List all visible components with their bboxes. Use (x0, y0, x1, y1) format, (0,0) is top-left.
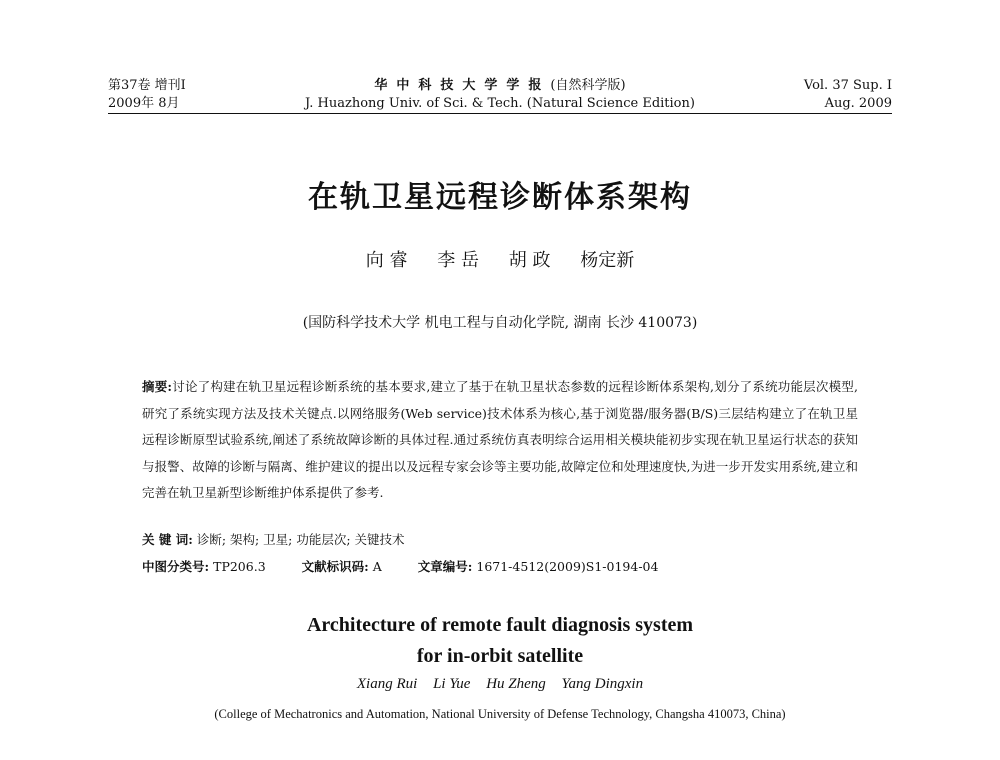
header-rule (108, 113, 892, 114)
document-code-label: 文献标识码: (301, 559, 369, 574)
author-cn: 李 岳 (437, 250, 479, 271)
abstract-cn (142, 374, 858, 507)
author-en: Hu Zheng (486, 676, 546, 692)
author-cn: 向 睿 (365, 250, 408, 271)
authors-en (0, 676, 1000, 693)
affiliation-en: (College of Mechatronics and Automation, National University of Defense Technology, Changsha 410073, China) (214, 707, 786, 721)
clc-number (142, 559, 270, 574)
volume-issue: 第37卷 增刊Ⅰ (108, 78, 186, 93)
article-number (418, 559, 659, 574)
authors-cn (0, 246, 1000, 272)
journal-name-cn (108, 78, 892, 94)
document-code (302, 559, 386, 574)
publication-date-en: Aug. 2009 (824, 96, 892, 111)
journal-name-cn-main: 华中科技大学学报 (374, 78, 551, 93)
paper-title-cn: 在轨卫星远程诊断体系架构 (308, 180, 692, 215)
abstract-label: 摘要: (142, 379, 173, 394)
article-number-value: 1671-4512(2009)S1-0194-04 (476, 559, 659, 574)
author-en: Li Yue (433, 676, 471, 692)
volume-issue-en: Vol. 37 Sup. Ⅰ (803, 78, 892, 93)
author-en: Xiang Rui (356, 676, 418, 692)
keywords-text: 诊断; 架构; 卫星; 功能层次; 关键技术 (196, 532, 405, 547)
author-cn: 杨定新 (580, 250, 635, 271)
keywords-row (142, 530, 405, 548)
author-en: Yang Dingxin (561, 676, 644, 692)
paper-title-en-line-1: Architecture of remote fault diagnosis system (306, 614, 694, 636)
author-cn: 胡 政 (508, 250, 551, 271)
article-number-label: 文章编号: (417, 559, 473, 574)
keywords-label: 关 键 词: (142, 532, 193, 547)
paper-title-en (0, 610, 1000, 672)
classification-row (142, 557, 690, 575)
abstract-text: 讨论了构建在轨卫星远程诊断系统的基本要求,建立了基于在轨卫星状态参数的远程诊断体系架构,划分了系统功能层次模型,研究了系统实现方法及技术关键点.以网络服务(Web service)技术体系为核心,基于浏览器/服务器(B/S)三层结构建立了在轨卫星远程诊断原型试验系统,阐述了系统故障诊断的具体过程.通过系统仿真表明综合运用相关模块能初步实现在轨卫星运行状态的获知与报警、故障的诊断与隔离、维护建议的提出以及远程专家会诊等主要功能,故障定位和处理速度快,为进一步开发实用系统,建立和完善在轨卫星新型诊断维护体系提供了参考. (142, 379, 858, 500)
clc-label: 中图分类号: (142, 559, 210, 574)
paper-title-en-line-2: for in-orbit satellite (416, 645, 584, 667)
clc-value: TP206.3 (213, 559, 266, 574)
document-code-value: A (372, 559, 382, 574)
affiliation-cn: (国防科学技术大学 机电工程与自动化学院, 湖南 长沙 410073) (302, 315, 698, 331)
journal-name-en: J. Huazhong Univ. of Sci. & Tech. (Natural Science Edition) (305, 96, 695, 111)
journal-name-cn-sub: (自然科学版) (550, 78, 626, 93)
publication-date-cn: 2009年 8月 (108, 96, 180, 111)
